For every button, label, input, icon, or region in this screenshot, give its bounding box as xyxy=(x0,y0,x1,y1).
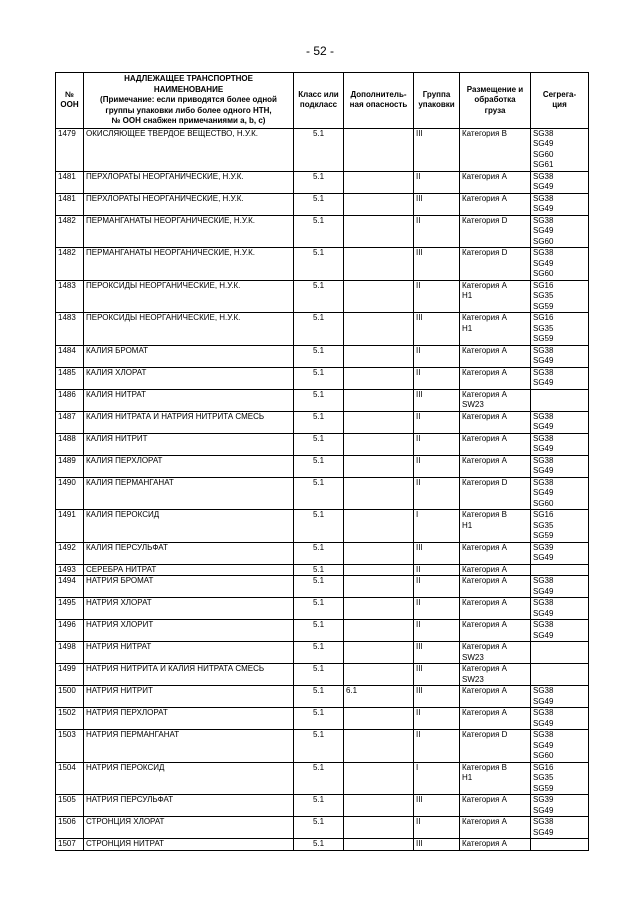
table-row xyxy=(56,664,589,686)
table-row xyxy=(56,686,589,708)
cell-subsidiary-risk xyxy=(344,193,414,215)
cell-segregation: SG38 SG49 xyxy=(531,708,589,730)
cell-un-number: 1491 xyxy=(56,510,84,543)
cell-segregation: SG16 SG35 SG59 xyxy=(531,280,589,313)
cell-un-number: 1487 xyxy=(56,411,84,433)
cell-stowage: Категория A xyxy=(460,598,531,620)
cell-packing-group: III xyxy=(414,128,460,171)
cell-segregation: SG38 SG49 xyxy=(531,433,589,455)
cell-packing-group: III xyxy=(414,248,460,281)
cell-packing-group: II xyxy=(414,280,460,313)
cell-stowage: Категория A xyxy=(460,345,531,367)
cell-packing-group: III xyxy=(414,313,460,346)
cell-un-number: 1505 xyxy=(56,795,84,817)
cell-shipping-name: ПЕРОКСИДЫ НЕОРГАНИЧЕСКИЕ, Н.У.К. xyxy=(84,280,294,313)
cell-class: 5.1 xyxy=(294,730,344,763)
cell-un-number: 1498 xyxy=(56,642,84,664)
cell-un-number: 1503 xyxy=(56,730,84,763)
table-row xyxy=(56,345,589,367)
cell-shipping-name: НАТРИЯ ХЛОРИТ xyxy=(84,620,294,642)
cell-un-number: 1492 xyxy=(56,542,84,564)
cell-un-number: 1482 xyxy=(56,215,84,248)
table-row xyxy=(56,620,589,642)
cell-subsidiary-risk xyxy=(344,664,414,686)
cell-un-number: 1496 xyxy=(56,620,84,642)
cell-segregation: SG38 SG49 xyxy=(531,411,589,433)
table-row xyxy=(56,477,589,510)
cell-shipping-name: НАТРИЯ НИТРАТ xyxy=(84,642,294,664)
cell-class: 5.1 xyxy=(294,128,344,171)
cell-class: 5.1 xyxy=(294,280,344,313)
cell-segregation: SG38 SG49 xyxy=(531,171,589,193)
dangerous-goods-table xyxy=(55,72,589,851)
cell-class: 5.1 xyxy=(294,411,344,433)
cell-un-number: 1481 xyxy=(56,171,84,193)
table-row xyxy=(56,389,589,411)
cell-packing-group: II xyxy=(414,433,460,455)
cell-un-number: 1490 xyxy=(56,477,84,510)
cell-segregation: SG38 SG49 xyxy=(531,455,589,477)
cell-stowage: Категория A xyxy=(460,367,531,389)
cell-class: 5.1 xyxy=(294,795,344,817)
cell-packing-group: III xyxy=(414,664,460,686)
table-row xyxy=(56,795,589,817)
cell-shipping-name: ПЕРМАНГАНАТЫ НЕОРГАНИЧЕСКИЕ, Н.У.К. xyxy=(84,215,294,248)
cell-packing-group: III xyxy=(414,839,460,851)
table-row xyxy=(56,564,589,576)
cell-subsidiary-risk xyxy=(344,542,414,564)
cell-packing-group: II xyxy=(414,455,460,477)
cell-packing-group: II xyxy=(414,477,460,510)
cell-class: 5.1 xyxy=(294,477,344,510)
cell-packing-group: II xyxy=(414,576,460,598)
cell-subsidiary-risk xyxy=(344,817,414,839)
cell-class: 5.1 xyxy=(294,708,344,730)
cell-un-number: 1488 xyxy=(56,433,84,455)
cell-un-number: 1502 xyxy=(56,708,84,730)
cell-segregation: SG38 SG49 SG60 xyxy=(531,215,589,248)
cell-class: 5.1 xyxy=(294,345,344,367)
cell-shipping-name: ПЕРХЛОРАТЫ НЕОРГАНИЧЕСКИЕ, Н.У.К. xyxy=(84,171,294,193)
cell-subsidiary-risk xyxy=(344,128,414,171)
cell-packing-group: II xyxy=(414,215,460,248)
cell-segregation: SG38 SG49 xyxy=(531,576,589,598)
cell-subsidiary-risk xyxy=(344,367,414,389)
cell-segregation: SG38 SG49 xyxy=(531,345,589,367)
cell-un-number: 1500 xyxy=(56,686,84,708)
cell-shipping-name: НАТРИЯ ХЛОРАТ xyxy=(84,598,294,620)
cell-packing-group: III xyxy=(414,193,460,215)
cell-stowage: Категория A xyxy=(460,171,531,193)
cell-shipping-name: КАЛИЯ БРОМАТ xyxy=(84,345,294,367)
cell-segregation: SG38 SG49 SG60 xyxy=(531,477,589,510)
cell-packing-group: II xyxy=(414,620,460,642)
cell-un-number: 1482 xyxy=(56,248,84,281)
table-row xyxy=(56,510,589,543)
cell-class: 5.1 xyxy=(294,620,344,642)
cell-shipping-name: КАЛИЯ ПЕРСУЛЬФАТ xyxy=(84,542,294,564)
cell-subsidiary-risk xyxy=(344,708,414,730)
cell-segregation xyxy=(531,389,589,411)
cell-un-number: 1485 xyxy=(56,367,84,389)
cell-class: 5.1 xyxy=(294,193,344,215)
table-row xyxy=(56,215,589,248)
cell-stowage: Категория D xyxy=(460,248,531,281)
cell-shipping-name: НАТРИЯ БРОМАТ xyxy=(84,576,294,598)
table-row xyxy=(56,730,589,763)
cell-class: 5.1 xyxy=(294,215,344,248)
table-row xyxy=(56,708,589,730)
cell-shipping-name: КАЛИЯ НИТРАТА И НАТРИЯ НИТРИТА СМЕСЬ xyxy=(84,411,294,433)
table-header-row xyxy=(56,73,589,129)
cell-un-number: 1481 xyxy=(56,193,84,215)
cell-stowage: Категория A xyxy=(460,542,531,564)
cell-un-number: 1504 xyxy=(56,762,84,795)
cell-segregation: SG38 SG49 xyxy=(531,193,589,215)
cell-class: 5.1 xyxy=(294,367,344,389)
cell-shipping-name: ПЕРОКСИДЫ НЕОРГАНИЧЕСКИЕ, Н.У.К. xyxy=(84,313,294,346)
cell-subsidiary-risk xyxy=(344,215,414,248)
table-row xyxy=(56,839,589,851)
cell-shipping-name: НАТРИЯ ПЕРХЛОРАТ xyxy=(84,708,294,730)
cell-un-number: 1495 xyxy=(56,598,84,620)
cell-subsidiary-risk xyxy=(344,839,414,851)
cell-packing-group: III xyxy=(414,642,460,664)
cell-packing-group: III xyxy=(414,686,460,708)
cell-stowage: Категория B xyxy=(460,128,531,171)
table-row xyxy=(56,193,589,215)
cell-un-number: 1506 xyxy=(56,817,84,839)
header-un-number: № ООН xyxy=(56,73,84,129)
table-row xyxy=(56,128,589,171)
header-subsidiary-risk: Дополнитель- ная опасность xyxy=(344,73,414,129)
cell-packing-group: III xyxy=(414,795,460,817)
cell-class: 5.1 xyxy=(294,598,344,620)
cell-shipping-name: ПЕРХЛОРАТЫ НЕОРГАНИЧЕСКИЕ, Н.У.К. xyxy=(84,193,294,215)
cell-segregation: SG38 SG49 xyxy=(531,367,589,389)
cell-subsidiary-risk xyxy=(344,730,414,763)
cell-shipping-name: НАТРИЯ НИТРИТА И КАЛИЯ НИТРАТА СМЕСЬ xyxy=(84,664,294,686)
cell-segregation: SG38 SG49 xyxy=(531,620,589,642)
table-row xyxy=(56,411,589,433)
table-row xyxy=(56,248,589,281)
cell-shipping-name: НАТРИЯ ПЕРСУЛЬФАТ xyxy=(84,795,294,817)
cell-packing-group: I xyxy=(414,510,460,543)
cell-shipping-name: НАТРИЯ ПЕРМАНГАНАТ xyxy=(84,730,294,763)
cell-class: 5.1 xyxy=(294,664,344,686)
cell-segregation xyxy=(531,564,589,576)
cell-subsidiary-risk xyxy=(344,598,414,620)
cell-class: 5.1 xyxy=(294,171,344,193)
cell-segregation xyxy=(531,664,589,686)
cell-stowage: Категория A xyxy=(460,795,531,817)
cell-shipping-name: НАТРИЯ НИТРИТ xyxy=(84,686,294,708)
cell-un-number: 1486 xyxy=(56,389,84,411)
cell-class: 5.1 xyxy=(294,248,344,281)
cell-subsidiary-risk xyxy=(344,433,414,455)
table-body xyxy=(56,128,589,850)
cell-segregation xyxy=(531,839,589,851)
cell-packing-group: II xyxy=(414,367,460,389)
table-row xyxy=(56,642,589,664)
cell-shipping-name: КАЛИЯ НИТРИТ xyxy=(84,433,294,455)
cell-class: 5.1 xyxy=(294,455,344,477)
header-segregation: Сегрега- ция xyxy=(531,73,589,129)
cell-packing-group: II xyxy=(414,730,460,763)
cell-subsidiary-risk xyxy=(344,455,414,477)
cell-packing-group: II xyxy=(414,411,460,433)
cell-stowage: Категория A xyxy=(460,708,531,730)
cell-stowage: Категория B H1 xyxy=(460,510,531,543)
cell-packing-group: II xyxy=(414,817,460,839)
table-row xyxy=(56,280,589,313)
cell-shipping-name: СТРОНЦИЯ НИТРАТ xyxy=(84,839,294,851)
cell-segregation: SG39 SG49 xyxy=(531,542,589,564)
cell-class: 5.1 xyxy=(294,389,344,411)
cell-packing-group: II xyxy=(414,564,460,576)
cell-class: 5.1 xyxy=(294,642,344,664)
header-proper-shipping-name: НАДЛЕЖАЩЕЕ ТРАНСПОРТНОЕ НАИМЕНОВАНИЕ (Примечание: если приводятся более одной группы упаковки либо более одного НТН, № ООН снабжен примечаниями a, b, c) xyxy=(84,73,294,129)
table-row xyxy=(56,542,589,564)
cell-shipping-name: СТРОНЦИЯ ХЛОРАТ xyxy=(84,817,294,839)
cell-segregation: SG16 SG35 SG59 xyxy=(531,313,589,346)
header-class: Класс или подкласс xyxy=(294,73,344,129)
cell-subsidiary-risk xyxy=(344,642,414,664)
cell-subsidiary-risk xyxy=(344,171,414,193)
cell-class: 5.1 xyxy=(294,510,344,543)
cell-stowage: Категория A xyxy=(460,817,531,839)
cell-segregation: SG38 SG49 xyxy=(531,817,589,839)
cell-class: 5.1 xyxy=(294,433,344,455)
cell-subsidiary-risk xyxy=(344,762,414,795)
cell-shipping-name: КАЛИЯ НИТРАТ xyxy=(84,389,294,411)
table-row xyxy=(56,367,589,389)
cell-packing-group: III xyxy=(414,389,460,411)
cell-segregation: SG38 SG49 SG60 xyxy=(531,248,589,281)
page-number: - 52 - xyxy=(305,44,334,58)
cell-subsidiary-risk xyxy=(344,510,414,543)
cell-class: 5.1 xyxy=(294,313,344,346)
cell-stowage: Категория A xyxy=(460,433,531,455)
cell-class: 5.1 xyxy=(294,576,344,598)
table-row xyxy=(56,576,589,598)
cell-segregation: SG38 SG49 xyxy=(531,598,589,620)
cell-packing-group: II xyxy=(414,598,460,620)
cell-segregation: SG16 SG35 SG59 xyxy=(531,762,589,795)
cell-stowage: Категория D xyxy=(460,477,531,510)
cell-stowage: Категория D xyxy=(460,215,531,248)
cell-segregation: SG38 SG49 xyxy=(531,686,589,708)
cell-stowage: Категория A xyxy=(460,620,531,642)
cell-stowage: Категория A H1 xyxy=(460,280,531,313)
cell-subsidiary-risk xyxy=(344,620,414,642)
cell-packing-group: II xyxy=(414,708,460,730)
cell-subsidiary-risk xyxy=(344,313,414,346)
cell-segregation: SG16 SG35 SG59 xyxy=(531,510,589,543)
header-stowage-handling: Размещение и обработка груза xyxy=(460,73,531,129)
cell-stowage: Категория A SW23 xyxy=(460,642,531,664)
cell-subsidiary-risk: 6.1 xyxy=(344,686,414,708)
cell-un-number: 1483 xyxy=(56,313,84,346)
cell-subsidiary-risk xyxy=(344,411,414,433)
cell-un-number: 1483 xyxy=(56,280,84,313)
table-row xyxy=(56,817,589,839)
cell-class: 5.1 xyxy=(294,542,344,564)
cell-subsidiary-risk xyxy=(344,477,414,510)
cell-subsidiary-risk xyxy=(344,248,414,281)
table-row xyxy=(56,455,589,477)
cell-subsidiary-risk xyxy=(344,345,414,367)
cell-stowage: Категория B H1 xyxy=(460,762,531,795)
cell-un-number: 1484 xyxy=(56,345,84,367)
cell-stowage: Категория A xyxy=(460,193,531,215)
cell-subsidiary-risk xyxy=(344,576,414,598)
cell-segregation: SG38 SG49 SG60 SG61 xyxy=(531,128,589,171)
cell-stowage: Категория A xyxy=(460,839,531,851)
cell-stowage: Категория A xyxy=(460,564,531,576)
cell-subsidiary-risk xyxy=(344,564,414,576)
cell-class: 5.1 xyxy=(294,564,344,576)
table-row xyxy=(56,313,589,346)
cell-un-number: 1507 xyxy=(56,839,84,851)
cell-shipping-name: КАЛИЯ ПЕРМАНГАНАТ xyxy=(84,477,294,510)
cell-subsidiary-risk xyxy=(344,795,414,817)
cell-shipping-name: ОКИСЛЯЮЩЕЕ ТВЕРДОЕ ВЕЩЕСТВО, Н.У.К. xyxy=(84,128,294,171)
table-row xyxy=(56,171,589,193)
cell-stowage: Категория A SW23 xyxy=(460,389,531,411)
cell-class: 5.1 xyxy=(294,817,344,839)
cell-shipping-name: КАЛИЯ ПЕРХЛОРАТ xyxy=(84,455,294,477)
cell-segregation xyxy=(531,642,589,664)
cell-subsidiary-risk xyxy=(344,280,414,313)
cell-packing-group: I xyxy=(414,762,460,795)
cell-shipping-name: СЕРЕБРА НИТРАТ xyxy=(84,564,294,576)
cell-un-number: 1494 xyxy=(56,576,84,598)
cell-class: 5.1 xyxy=(294,686,344,708)
cell-stowage: Категория A xyxy=(460,576,531,598)
table-row xyxy=(56,598,589,620)
cell-un-number: 1479 xyxy=(56,128,84,171)
cell-packing-group: II xyxy=(414,345,460,367)
cell-segregation: SG38 SG49 SG60 xyxy=(531,730,589,763)
cell-class: 5.1 xyxy=(294,762,344,795)
cell-segregation: SG39 SG49 xyxy=(531,795,589,817)
cell-stowage: Категория A SW23 xyxy=(460,664,531,686)
cell-stowage: Категория A xyxy=(460,686,531,708)
cell-stowage: Категория D xyxy=(460,730,531,763)
cell-un-number: 1489 xyxy=(56,455,84,477)
cell-shipping-name: ПЕРМАНГАНАТЫ НЕОРГАНИЧЕСКИЕ, Н.У.К. xyxy=(84,248,294,281)
cell-shipping-name: КАЛИЯ ПЕРОКСИД xyxy=(84,510,294,543)
cell-stowage: Категория A xyxy=(460,455,531,477)
cell-class: 5.1 xyxy=(294,839,344,851)
table-row xyxy=(56,762,589,795)
table-row xyxy=(56,433,589,455)
cell-shipping-name: НАТРИЯ ПЕРОКСИД xyxy=(84,762,294,795)
cell-packing-group: II xyxy=(414,171,460,193)
cell-subsidiary-risk xyxy=(344,389,414,411)
cell-shipping-name: КАЛИЯ ХЛОРАТ xyxy=(84,367,294,389)
header-packing-group: Группа упаковки xyxy=(414,73,460,129)
cell-un-number: 1493 xyxy=(56,564,84,576)
cell-packing-group: III xyxy=(414,542,460,564)
cell-un-number: 1499 xyxy=(56,664,84,686)
cell-stowage: Категория A H1 xyxy=(460,313,531,346)
cell-stowage: Категория A xyxy=(460,411,531,433)
